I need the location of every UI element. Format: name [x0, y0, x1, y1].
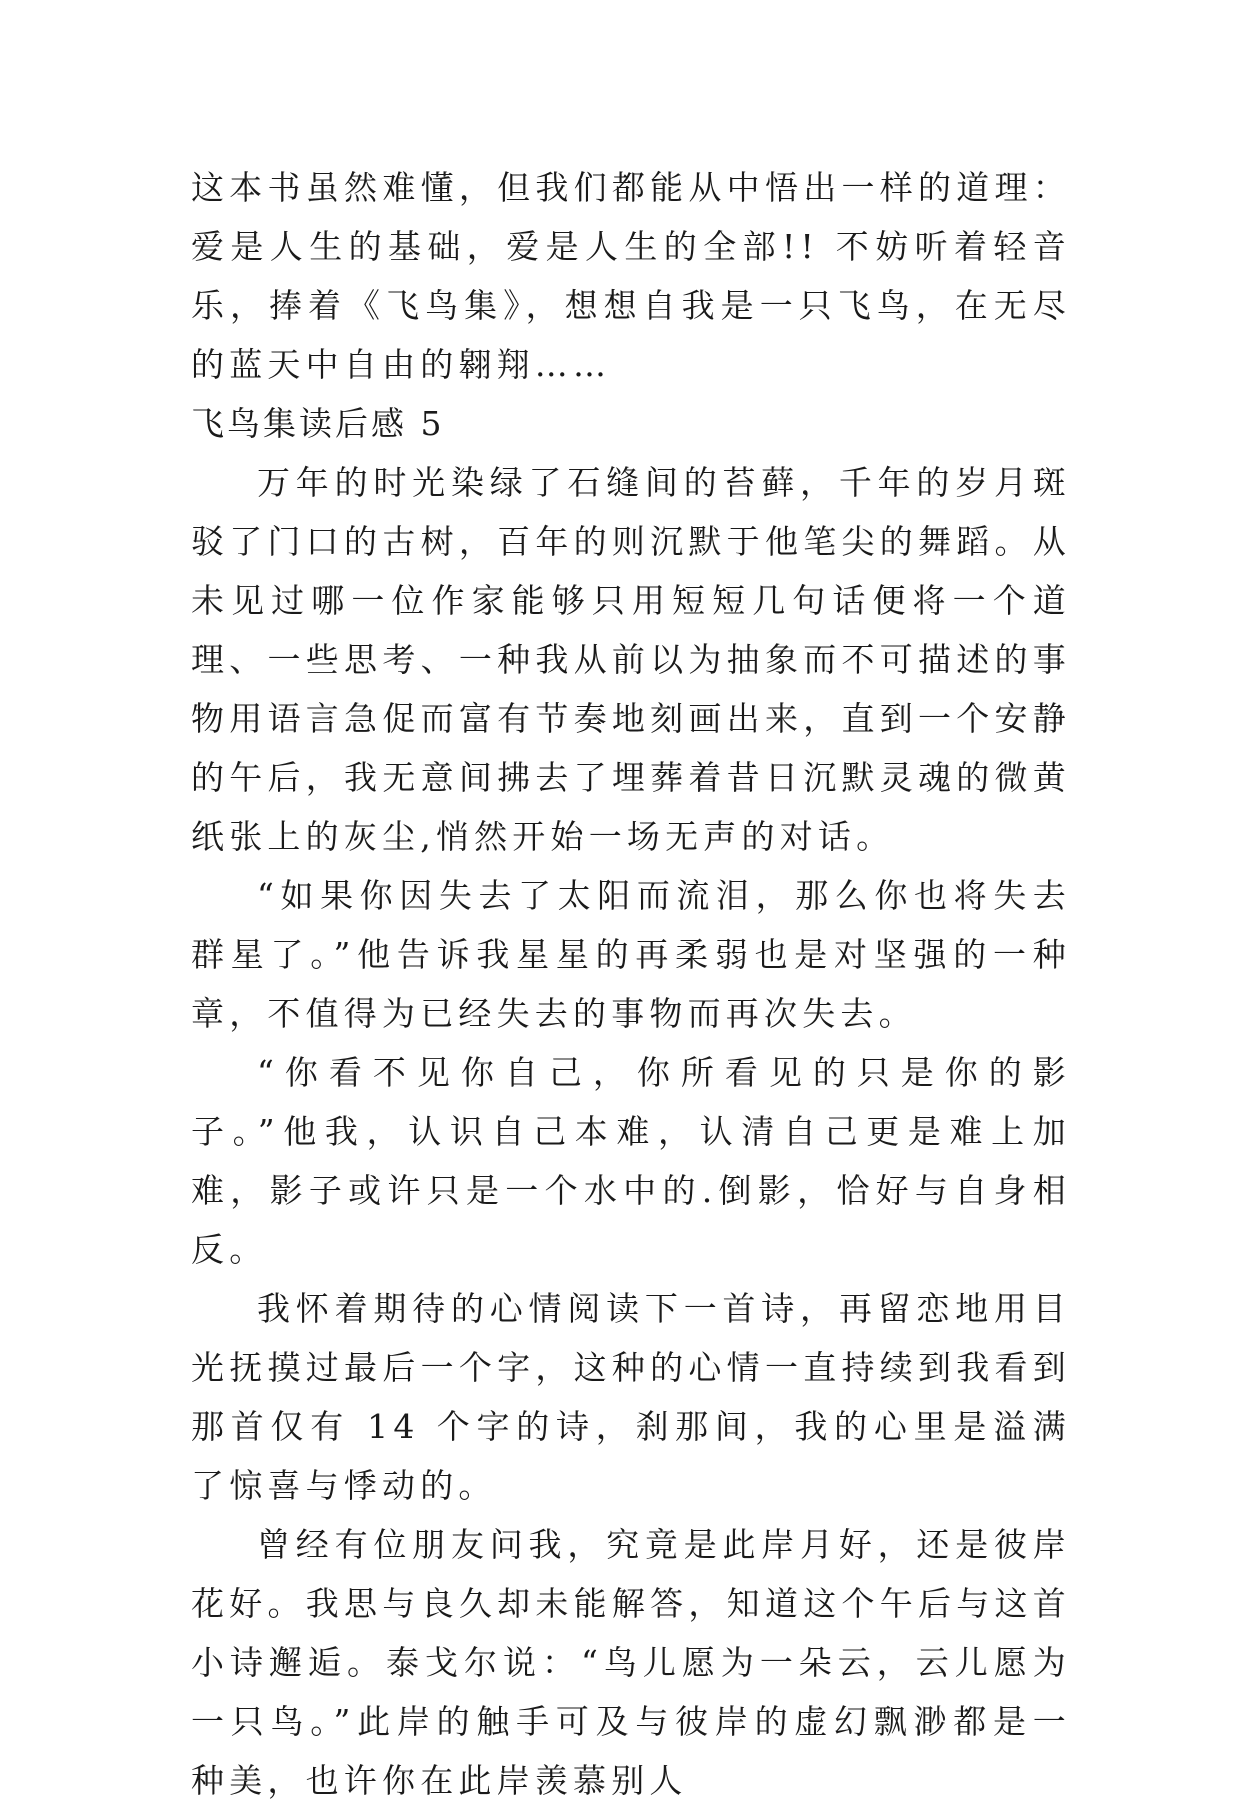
paragraph: 万年的时光染绿了石缝间的苔藓，千年的岁月斑驳了门口的古树，百年的则沉默于他笔尖的舞蹈。从未见过哪一位作家能够只用短短几句话便将一个道理、一些思考、一种我从前以为抽象而不可描述的事物用语言急促而富有节奏地刻画出来，直到一个安静的午后，我无意间拂去了埋葬着昔日沉默灵魂的微黄纸张上的灰尘,悄然开始一场无声的对话。 — [191, 463, 1071, 856]
paragraph: “如果你因失去了太阳而流泪，那么你也将失去群星了。”他告诉我星星的再柔弱也是对坚强的一种章，不值得为已经失去的事物而再次失去。 — [191, 876, 1071, 1033]
paragraph: 我怀着期待的心情阅读下一首诗，再留恋地用目光抚摸过最后一个字，这种的心情一直持续到我看到那首仅有 14 个字的诗，刹那间，我的心里是溢满了惊喜与悸动的。 — [191, 1289, 1071, 1505]
paragraph: “你看不见你自己，你所看见的只是你的影子。”他我，认识自己本难，认清自己更是难上加难，影子或许只是一个水中的.倒影，恰好与自身相反。 — [191, 1053, 1071, 1269]
paragraph: 曾经有位朋友问我，究竟是此岸月好，还是彼岸花好。我思与良久却未能解答，知道这个午后与这首小诗邂逅。泰戈尔说：“鸟儿愿为一朵云，云儿愿为一只鸟。”此岸的触手可及与彼岸的虚幻飘渺都是一种美，也许你在此岸羡慕别人 — [191, 1525, 1071, 1800]
paragraph-continuation: 这本书虽然难懂，但我们都能从中悟出一样的道理：爱是人生的基础，爱是人生的全部!! 不妨听着轻音乐，捧着《飞鸟集》，想想自我是一只飞鸟，在无尽的蓝天中自由的翱翔…… — [191, 168, 1071, 384]
document-body — [191, 158, 1071, 1810]
section-heading: 飞鸟集读后感 5 — [191, 404, 445, 443]
